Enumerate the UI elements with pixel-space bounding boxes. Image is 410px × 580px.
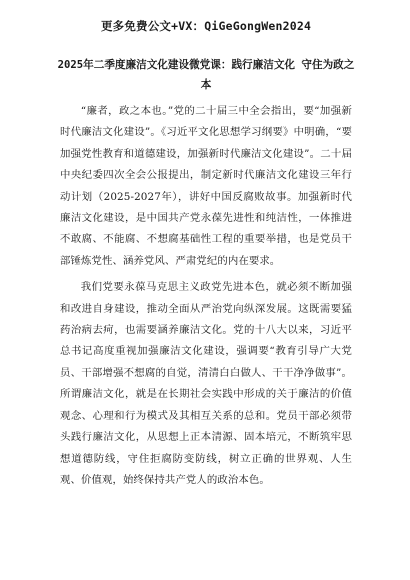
body-paragraph-2: 我们党要永葆马克思主义政党先进本色，就必须不断加强和改进自身建设，推动全面从严治党向纵深发展。这既需要猛药治病去疴，也需要涵养廉洁文化。党的十八大以来，习近平总书记高度重视加强廉洁文化建设，强调要“教育引导广大党员、干部增强不想腐的自觉，清清白白做人、干干净净做事”。所谓廉洁文化，就是在长期社会实践中形成的关于廉洁的价值观念、心理和行为模式及其相互关系的总和。党员干部必须带头践行廉洁文化，从思想上正本清源、固本培元，不断筑牢思想道德防线，守住拒腐防变防线，树立正确的世界观、人生观、价值观，始终保持共产党人的政治本色。 bbox=[60, 281, 352, 486]
document-title: 2025年二季度廉洁文化建设微党课：践行廉洁文化 守住为政之本 bbox=[57, 59, 355, 91]
body-paragraph-1: “廉者，政之本也。”党的二十届三中全会指出，要“加强新时代廉洁文化建设”。《习近平文化思想学习纲要》中明确，“要加强党性教育和道德建设，加强新时代廉洁文化建设”。二十届中央纪委四次全会公报提出，制定新时代廉洁文化建设三年行动计划（2025-2027年），讲好中国反腐败故事。加强新时代廉洁文化建设，是中国共产党永葆先进性和纯洁性，一体推进不敢腐、不能腐、不想腐基础性工程的重要举措，也是党员干部锤炼党性、涵养党风、严肃党纪的内在要求。 bbox=[60, 105, 352, 267]
header-banner: 更多免费公文+VX：QiGeGongWen2024 bbox=[100, 19, 312, 33]
